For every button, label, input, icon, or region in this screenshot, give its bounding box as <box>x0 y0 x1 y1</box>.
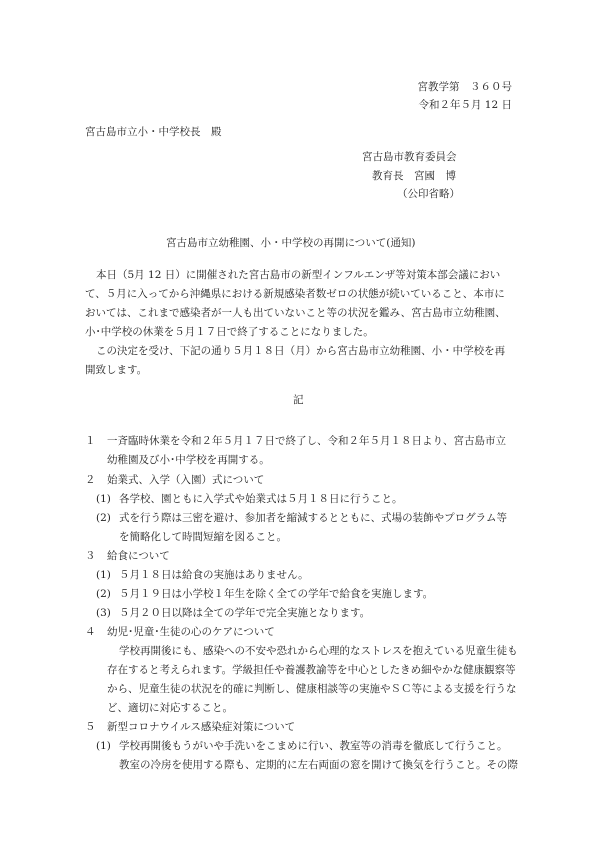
item-5-heading: 新型コロナウイルス感染症対策について <box>107 721 296 733</box>
document-number: 宮教学第 ３６０号 <box>417 81 512 93</box>
item-2-heading: 始業式、入学（入園）式について <box>107 474 265 486</box>
item-1-line-1: 一斉臨時休業を令和２年５月１７日で終了し、令和２年５月１８日より、宮古島市立 <box>107 435 506 447</box>
item-4-line-4: ど、適切に対応すること。 <box>107 702 233 714</box>
item-5-sub-1-line-1: 学校再開後もうがいや手洗いをこまめに行い、教室等の消毒を徹底して行うこと。 <box>119 740 508 752</box>
item-1-line-2: 幼稚園及び小･中学校を再開する。 <box>107 454 270 466</box>
item-4-line-2: 存在すると考えられます。学級担任や養護教諭等を中心としたきめ細やかな健康観察等 <box>107 664 516 676</box>
item-3-sub-2-number: (2) <box>96 588 111 600</box>
item-3-sub-1: ５月１８日は給食の実施はありません。 <box>119 569 309 581</box>
sender-name: 教育長 宮國 博 <box>372 170 456 182</box>
sender-organization: 宮古島市教育委員会 <box>362 151 457 163</box>
ki-heading: 記 <box>293 394 304 406</box>
document-date: 令和２年５月 12 日 <box>418 99 512 111</box>
item-3-heading: 給食について <box>107 550 170 562</box>
item-1-number: １ <box>85 435 96 447</box>
body-paragraph-1-line-2: て、５月に入ってから沖縄県における新規感染者数ゼロの状態が続いていること、本市に <box>85 288 505 300</box>
item-2-number: ２ <box>85 474 96 486</box>
document-title: 宮古島市立幼稚園、小・中学校の再開について(通知) <box>166 237 416 249</box>
item-2-sub-2-line-1: 式を行う際は三密を避け、参加者を縮減するとともに、式場の装飾やプログラム等 <box>119 512 507 524</box>
item-3-sub-3-number: (3) <box>96 607 111 619</box>
body-paragraph-2-line-2: 開致します。 <box>85 364 148 376</box>
item-2-sub-1-number: (1) <box>96 493 111 505</box>
item-5-sub-1-number: (1) <box>96 740 111 752</box>
item-3-sub-1-number: (1) <box>96 569 111 581</box>
item-5-number: ５ <box>85 721 96 733</box>
item-4-number: ４ <box>85 626 96 638</box>
item-4-line-1: 学校再開後にも、感染への不安や恐れから心理的なストレスを抱えている児童生徒も <box>119 645 518 657</box>
item-3-sub-2: ５月１９日は小学校１年生を除く全ての学年で給食を実施します。 <box>119 588 434 600</box>
item-3-number: ３ <box>85 550 96 562</box>
body-paragraph-2-line-1: この決定を受け、下記の通り５月１８日（月）から宮古島市立幼稚園、小・中学校を再 <box>96 345 506 357</box>
item-4-heading: 幼児･児童･生徒の心のケアについて <box>107 626 275 638</box>
body-paragraph-1-line-3: おいては、これまで感染者が一人も出ていないこと等の状況を鑑み、宮古島市立幼稚園、 <box>85 307 506 319</box>
addressee: 宮古島市立小・中学校長 殿 <box>85 126 222 138</box>
item-4-line-3: から、児童生徒の状況を的確に判断し、健康相談等の実施やＳＣ等による支援を行うな <box>107 683 517 695</box>
item-3-sub-3: ５月２０日以降は全ての学年で完全実施となります。 <box>119 607 371 619</box>
seal-omitted-note: （公印省略） <box>397 188 460 200</box>
item-5-sub-1-line-2: 教室の冷房を使用する際も、定期的に左右両面の窓を開けて換気を行うこと。その際 <box>119 759 518 771</box>
item-2-sub-2-line-2: を簡略化して時間短縮を図ること。 <box>119 531 287 543</box>
body-paragraph-1-line-1: 本日（5月 12 日）に開催された宮古島市の新型インフルエンザ等対策本部会議におい <box>96 269 501 281</box>
item-2-sub-1: 各学校、園ともに入学式や始業式は５月１８日に行うこと。 <box>119 493 403 505</box>
body-paragraph-1-line-4: 小･中学校の休業を５月１７日で終了することになりました。 <box>85 326 374 338</box>
item-2-sub-2-number: (2) <box>96 512 111 524</box>
